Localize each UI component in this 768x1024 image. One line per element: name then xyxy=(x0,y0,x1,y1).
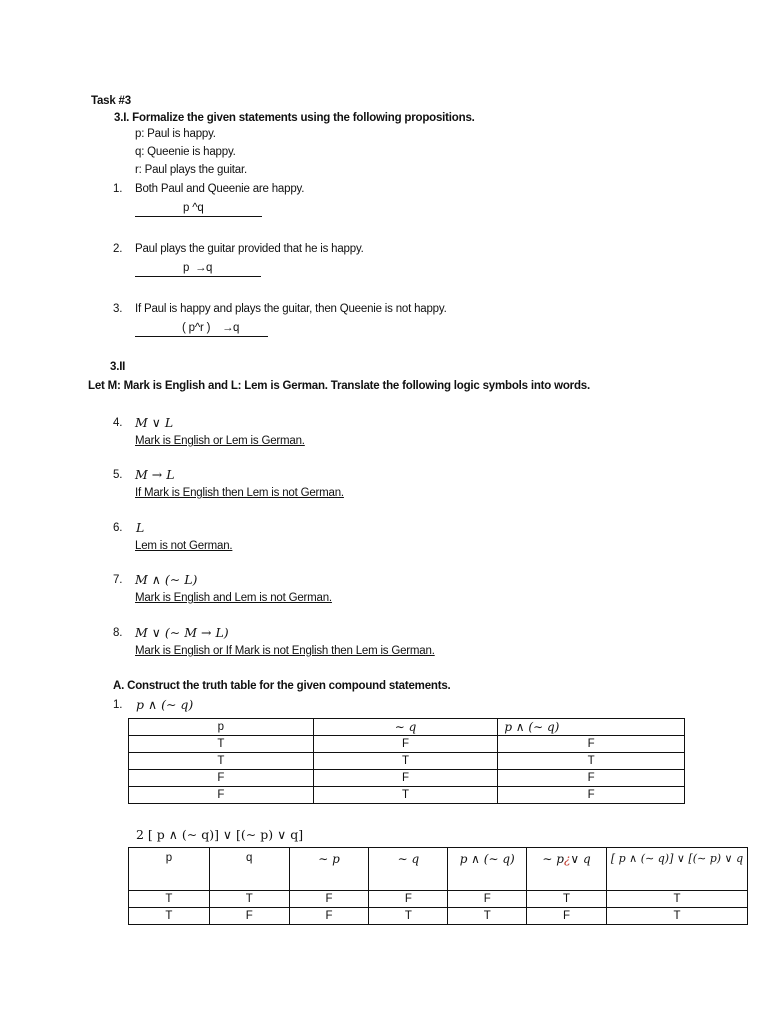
truth-table-1 xyxy=(128,718,685,804)
item-1-answer-line xyxy=(135,216,262,217)
proposition-p: p: Paul is happy. xyxy=(135,128,216,140)
item-4-number: 4. xyxy=(113,417,123,429)
item-2-number: 2. xyxy=(113,243,123,255)
table-cell: F xyxy=(498,770,685,787)
header-cell: ∼ q xyxy=(313,719,498,736)
table-cell: F xyxy=(369,891,448,908)
item-7-answer: Mark is English and Lem is not German. xyxy=(135,592,332,604)
table-2-label: 2 [ p ∧ (∼ q)] ∨ [(∼ p) ∨ q] xyxy=(136,827,304,842)
table-cell: F xyxy=(448,891,527,908)
table-1-expression: p ∧ (∼ q) xyxy=(136,697,194,712)
header-cell-part: ∨ q xyxy=(570,852,591,866)
table-header-row xyxy=(129,848,748,891)
section-3-1-heading: 3.I. Formalize the given statements using the following propositions. xyxy=(114,112,475,124)
table-cell: F xyxy=(209,908,289,925)
table-cell: T xyxy=(606,891,747,908)
item-5-expression: M → L xyxy=(135,467,175,482)
header-cell: ∼ q xyxy=(369,848,448,891)
table-row xyxy=(129,908,748,925)
item-2-text: Paul plays the guitar provided that he is happy. xyxy=(135,243,364,255)
item-7-expression: M ∧ (∼ L) xyxy=(135,572,198,587)
item-2-answer-p: p xyxy=(183,262,190,274)
item-2-answer-arrow: → xyxy=(195,262,207,274)
table-row xyxy=(129,787,685,804)
item-8-answer: Mark is English or If Mark is not English then Lem is German. xyxy=(135,645,435,657)
header-cell: ∼ p xyxy=(289,848,369,891)
header-cell xyxy=(527,848,607,891)
header-cell-part: ∼ p xyxy=(542,852,564,866)
table-cell: T xyxy=(209,891,289,908)
table-cell: T xyxy=(498,753,685,770)
table-cell: T xyxy=(129,753,314,770)
section-3-2-intro: Let M: Mark is English and L: Lem is German. Translate the following logic symbols into words. xyxy=(88,380,590,392)
table-cell: T xyxy=(313,787,498,804)
item-7-number: 7. xyxy=(113,574,123,586)
item-3-answer-premise: ( p^r ) xyxy=(182,322,211,334)
item-1-text: Both Paul and Queenie are happy. xyxy=(135,183,305,195)
item-4-answer: Mark is English or Lem is German. xyxy=(135,435,305,447)
header-cell: [ p ∧ (∼ q)] ∨ [(∼ p) ∨ q xyxy=(606,848,747,891)
truth-table-2 xyxy=(128,847,748,925)
item-6-number: 6. xyxy=(113,522,123,534)
item-5-answer: If Mark is English then Lem is not German. xyxy=(135,487,344,499)
table-row xyxy=(129,770,685,787)
header-cell: p xyxy=(129,848,210,891)
table-header-row xyxy=(129,719,685,736)
task-title: Task #3 xyxy=(91,95,131,107)
item-6-expression: L xyxy=(136,520,145,535)
header-cell: p xyxy=(129,719,314,736)
table-cell: T xyxy=(527,891,607,908)
table-row xyxy=(129,753,685,770)
table-cell: T xyxy=(369,908,448,925)
table-1-number: 1. xyxy=(113,699,123,711)
table-cell: F xyxy=(289,908,369,925)
item-3-text: If Paul is happy and plays the guitar, then Queenie is not happy. xyxy=(135,303,447,315)
item-3-answer-q: q xyxy=(233,322,240,334)
item-1-number: 1. xyxy=(113,183,123,195)
item-2-answer-q: q xyxy=(206,262,213,274)
header-cell: p ∧ (∼ q) xyxy=(498,719,685,736)
table-row xyxy=(129,736,685,753)
item-3-answer-arrow: → xyxy=(222,322,234,334)
table-row xyxy=(129,891,748,908)
table-cell: T xyxy=(448,908,527,925)
table-cell: F xyxy=(129,770,314,787)
table-cell: T xyxy=(129,891,210,908)
item-1-answer: p ^q xyxy=(183,202,204,214)
section-3-2-heading: 3.II xyxy=(110,361,126,373)
header-cell: q xyxy=(209,848,289,891)
item-6-answer: Lem is not German. xyxy=(135,540,233,552)
table-cell: F xyxy=(129,787,314,804)
table-cell: F xyxy=(313,736,498,753)
table-cell: F xyxy=(498,736,685,753)
table-cell: T xyxy=(129,908,210,925)
section-a-heading: A. Construct the truth table for the given compound statements. xyxy=(113,680,451,692)
table-cell: F xyxy=(313,770,498,787)
table-cell: F xyxy=(498,787,685,804)
header-cell: p ∧ (∼ q) xyxy=(448,848,527,891)
item-2-answer-line xyxy=(135,276,261,277)
table-cell: T xyxy=(606,908,747,925)
proposition-q: q: Queenie is happy. xyxy=(135,146,236,158)
item-3-answer-line xyxy=(135,336,268,337)
item-4-expression: M ∨ L xyxy=(135,415,174,430)
table-cell: F xyxy=(289,891,369,908)
table-cell: T xyxy=(129,736,314,753)
header-cell-mark: ¿ xyxy=(563,852,571,866)
item-8-number: 8. xyxy=(113,627,123,639)
table-cell: T xyxy=(313,753,498,770)
item-8-expression: M ∨ (∼ M → L) xyxy=(135,625,229,640)
table-cell: F xyxy=(527,908,607,925)
item-3-number: 3. xyxy=(113,303,123,315)
proposition-r: r: Paul plays the guitar. xyxy=(135,164,247,176)
item-5-number: 5. xyxy=(113,469,123,481)
